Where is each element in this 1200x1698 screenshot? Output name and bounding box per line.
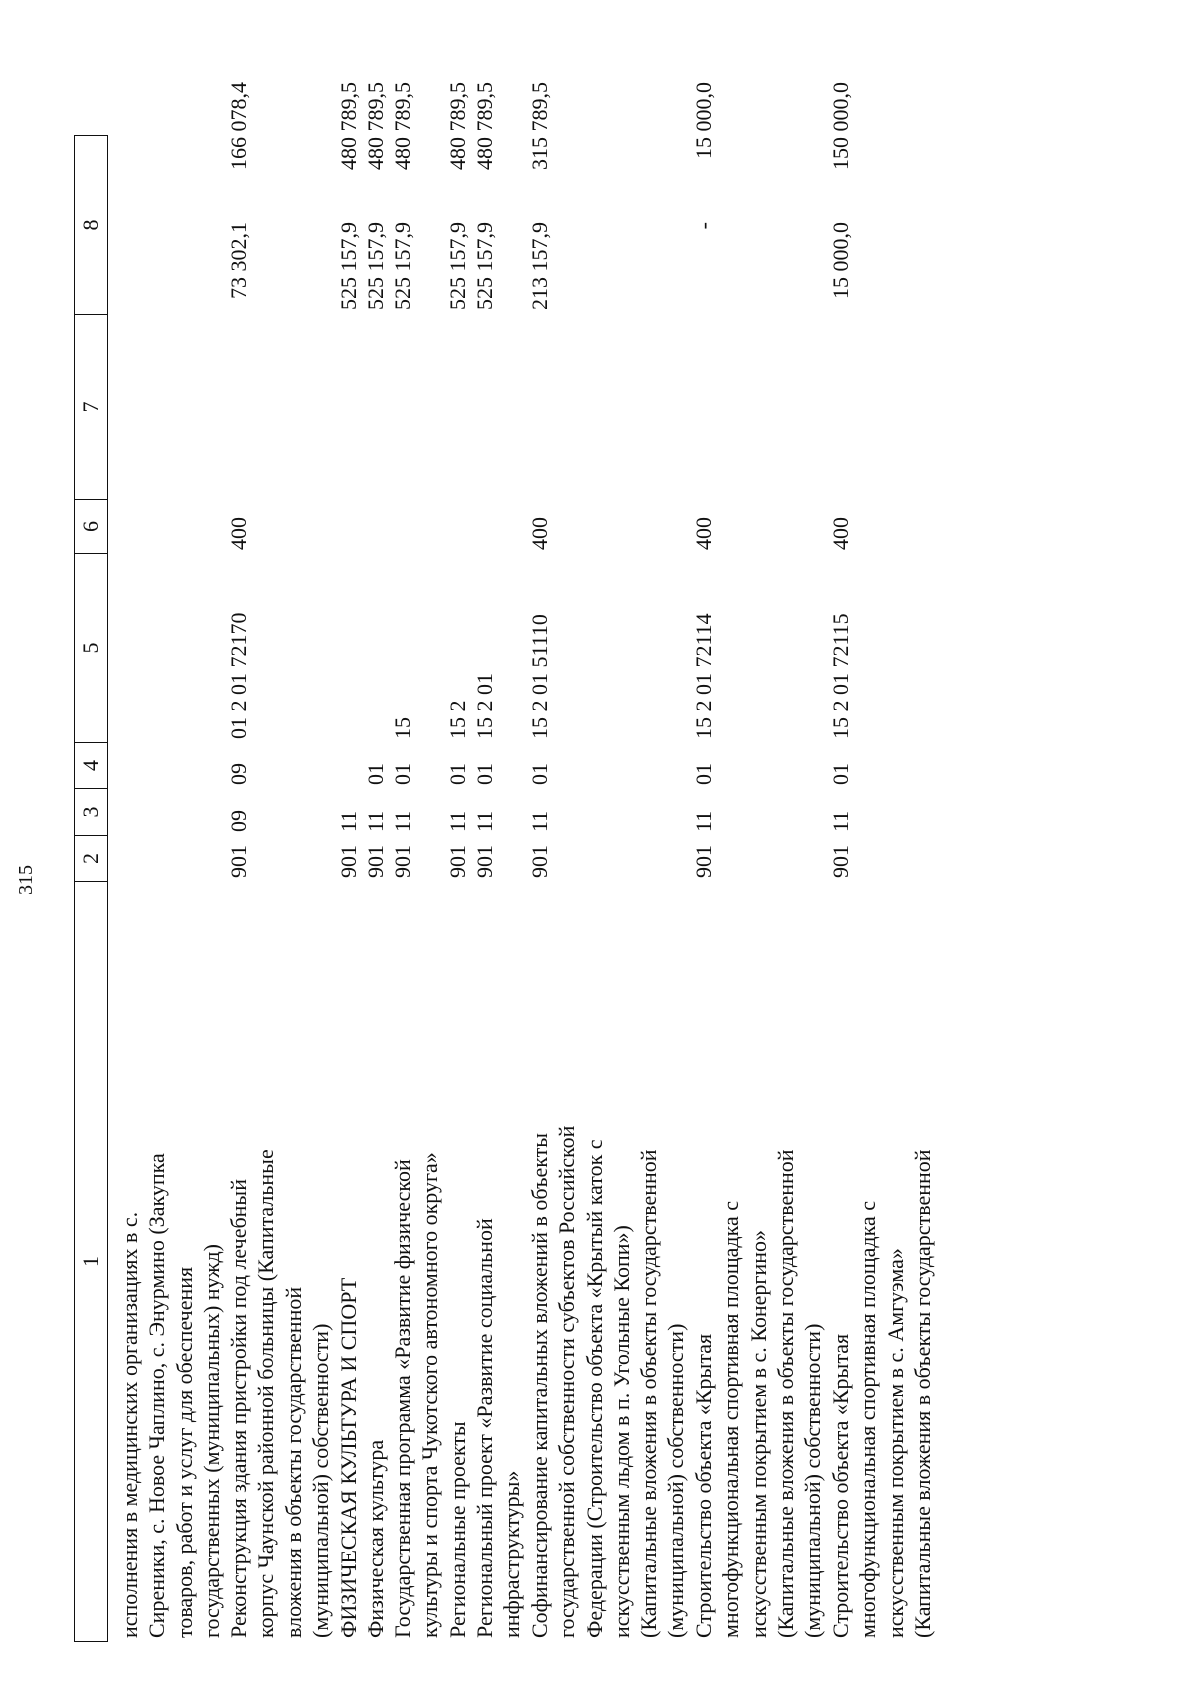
row-grbs: 901	[390, 845, 415, 878]
row-name: Региональные проекты	[445, 1421, 470, 1638]
row-subsection: 01	[691, 763, 716, 785]
column-header-2: 2	[75, 836, 108, 882]
row-amount-col8: 480 789,5	[390, 82, 415, 170]
column-header-1: 1	[75, 882, 108, 1642]
row-amount-col7: 525 157,9	[445, 222, 470, 310]
row-subsection: 09	[226, 763, 251, 785]
row-section: 11	[336, 810, 361, 832]
column-header-4: 4	[75, 743, 108, 789]
row-amount-col8: 315 789,5	[527, 82, 552, 170]
row-subsection: 01	[527, 763, 552, 785]
row-section: 09	[226, 810, 251, 832]
row-amount-col7: -	[691, 222, 716, 230]
row-target-article: 15 2	[445, 700, 470, 739]
row-section: 11	[527, 810, 552, 832]
row-amount-col7: 213 157,9	[527, 222, 552, 310]
row-grbs: 901	[691, 845, 716, 878]
row-expense-type: 400	[226, 517, 251, 550]
row-amount-col7: 73 302,1	[226, 222, 251, 299]
row-name: Реконструкция здания пристройки под лечебный корпус Чаунской районной больницы (Капитальные вложения в объекты государственной (муниципальной) собственности)	[226, 1149, 333, 1638]
row-subsection: 01	[828, 763, 853, 785]
row-target-article: 15	[390, 717, 415, 739]
row-name: Государственная программа «Развитие физической культуры и спорта Чукотского автономного округа»	[390, 1152, 443, 1638]
row-amount-col7: 525 157,9	[390, 222, 415, 310]
column-header-5: 5	[75, 554, 108, 743]
row-amount-col8: 480 789,5	[472, 82, 497, 170]
row-grbs: 901	[472, 845, 497, 878]
column-header-6: 6	[75, 500, 108, 554]
row-section: 11	[363, 810, 388, 832]
row-name: Строительство объекта «Крытая многофункциональная спортивная площадка с искусственным покрытием в с. Конергино» (Капитальные вложения в объекты государственной (муниципальной) собственности)	[691, 1149, 826, 1638]
row-name: исполнения в медицинских организациях в с. Сиреники, с. Новое Чаплино, с. Энурмино (Закупка товаров, работ и услуг для обеспечения государственных (муниципальных) нужд)	[117, 1153, 224, 1638]
column-header-row	[75, 136, 108, 1642]
row-name: Софинансирование капитальных вложений в объекты государственной собственности субъектов Российской Федерации (Строительство объекта «Крытый каток с искусственным льдом в п. Угольные Копи») (Капитальные вложения в объекты государственной (муниципальной) собственности)	[527, 1125, 689, 1638]
row-subsection: 01	[363, 763, 388, 785]
row-target-article: 15 2 01 72115	[828, 613, 853, 739]
row-target-article: 15 2 01	[472, 673, 497, 739]
row-section: 11	[691, 810, 716, 832]
row-target-article: 15 2 01 51110	[527, 614, 552, 739]
row-grbs: 901	[363, 845, 388, 878]
row-amount-col8: 166 078,4	[226, 82, 251, 170]
column-header-8: 8	[75, 136, 108, 315]
row-amount-col8: 150 000,0	[828, 82, 853, 170]
row-expense-type: 400	[691, 517, 716, 550]
row-amount-col8: 480 789,5	[445, 82, 470, 170]
row-amount-col8: 15 000,0	[691, 82, 716, 159]
row-amount-col8: 480 789,5	[363, 82, 388, 170]
row-subsection: 01	[390, 763, 415, 785]
row-amount-col7: 525 157,9	[336, 222, 361, 310]
row-name: Региональный проект «Развитие социальной инфраструктуры»	[472, 1218, 525, 1638]
row-section: 11	[445, 810, 470, 832]
row-grbs: 901	[527, 845, 552, 878]
row-subsection: 01	[472, 763, 497, 785]
column-header-3: 3	[75, 789, 108, 836]
row-expense-type: 400	[828, 517, 853, 550]
page-number: 315	[15, 865, 37, 895]
row-grbs: 901	[336, 845, 361, 878]
row-grbs: 901	[226, 845, 251, 878]
row-name: Строительство объекта «Крытая многофункциональная спортивная площадка с искусственным покрытием в с. Амгуэма» (Капитальные вложения в объекты государственной	[828, 1149, 935, 1638]
row-section: 11	[390, 810, 415, 832]
row-name: ФИЗИЧЕСКАЯ КУЛЬТУРА И СПОРТ	[336, 1277, 361, 1638]
row-grbs: 901	[828, 845, 853, 878]
row-name: Физическая культура	[363, 1439, 388, 1638]
row-amount-col8: 480 789,5	[336, 82, 361, 170]
row-amount-col7: 525 157,9	[363, 222, 388, 310]
row-subsection: 01	[445, 763, 470, 785]
row-section: 11	[828, 810, 853, 832]
column-header-table	[74, 135, 108, 1642]
row-expense-type: 400	[527, 517, 552, 550]
row-target-article: 15 2 01 72114	[691, 613, 716, 739]
row-amount-col7: 525 157,9	[472, 222, 497, 310]
row-target-article: 01 2 01 72170	[226, 612, 251, 739]
row-grbs: 901	[445, 845, 470, 878]
row-section: 11	[472, 810, 497, 832]
row-amount-col7: 15 000,0	[828, 222, 853, 299]
column-header-7: 7	[75, 315, 108, 500]
